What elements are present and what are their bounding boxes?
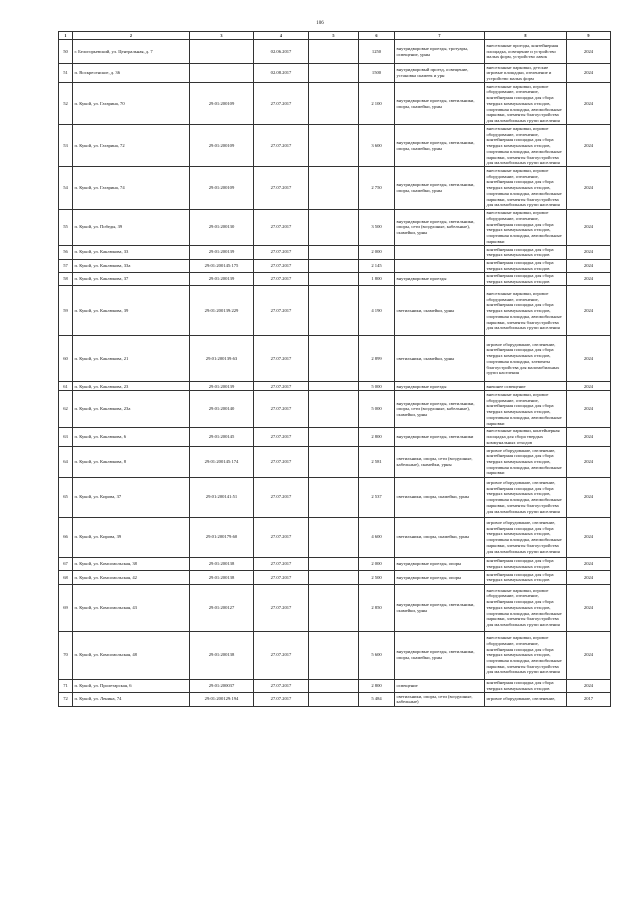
row-number: 63	[59, 427, 73, 446]
row-number: 52	[59, 83, 73, 125]
row-number: 70	[59, 631, 73, 679]
cadastral-number-cell: 29:01:200130	[190, 209, 254, 245]
year-cell: 2024	[567, 557, 611, 570]
cadastral-number-cell	[190, 64, 254, 83]
area-cell: 1 800	[359, 272, 395, 285]
table-row	[59, 427, 611, 446]
address-cell: г. Белогорьевский, ул. Центральная, д. 7	[73, 40, 190, 64]
table-row	[59, 584, 611, 631]
existing-elements-cell: внутридворовые проезды	[395, 272, 485, 285]
address-cell: п. Кукой, ул. Комсомольская, 43	[73, 584, 190, 631]
area-cell: 5 000	[359, 382, 395, 391]
empty-cell	[309, 584, 359, 631]
empty-cell	[309, 83, 359, 125]
row-number: 69	[59, 584, 73, 631]
area-cell: 1250	[359, 40, 395, 64]
empty-cell	[309, 209, 359, 245]
empty-cell	[309, 631, 359, 679]
year-cell: 2024	[567, 209, 611, 245]
year-cell: 2024	[567, 477, 611, 517]
date-cell: 27.07.2017	[254, 517, 309, 557]
empty-cell	[309, 286, 359, 336]
date-cell: 27.07.2017	[254, 83, 309, 125]
date-cell: 27.07.2017	[254, 125, 309, 167]
required-improvements-cell: контейнерная площадка для сбора твердых коммунальных отходов	[485, 557, 567, 570]
row-number: 56	[59, 246, 73, 259]
empty-cell	[309, 246, 359, 259]
year-cell: 2024	[567, 64, 611, 83]
address-cell: п. Кукой, ул. Комсомольская, 48	[73, 631, 190, 679]
empty-cell	[309, 693, 359, 706]
row-number: 68	[59, 571, 73, 584]
cadastral-number-cell: 29:01:200138	[190, 557, 254, 570]
required-improvements-cell: внесезонные парковки, игровое оборудование, озеленение, контейнерная площадка для сбора твердых коммунальных отходов, спортивная площадка, автомобильные парковки, элементы благоустройства для маломобильных групп населения	[485, 286, 567, 336]
column-header: 9	[567, 32, 611, 40]
date-cell: 27.07.2017	[254, 477, 309, 517]
date-cell: 27.07.2017	[254, 584, 309, 631]
cadastral-number-cell: 29:01:200037	[190, 679, 254, 692]
required-improvements-cell: игровое оборудование, озеленение, контейнерная площадка для сбора твердых коммунальных отходов, спортивная площадка, автомобильные парковки, элементы благоустройства для маломобильных групп населения	[485, 477, 567, 517]
existing-elements-cell: светильники, скамейки, урны	[395, 286, 485, 336]
row-number: 67	[59, 557, 73, 570]
area-cell: 2 000	[359, 246, 395, 259]
date-cell: 27.07.2017	[254, 391, 309, 427]
table-row	[59, 209, 611, 245]
row-number: 61	[59, 382, 73, 391]
empty-cell	[309, 125, 359, 167]
address-cell: п. Кукой, ул. Каклюкова, 33а	[73, 259, 190, 272]
address-cell: п. Кукой, ул. Гагарина, 72	[73, 125, 190, 167]
column-header: 3	[190, 32, 254, 40]
cadastral-number-cell: 29:01:200145	[190, 427, 254, 446]
empty-cell	[309, 167, 359, 209]
area-cell: 3 600	[359, 125, 395, 167]
required-improvements-cell: внесезонные парковки, игровое оборудование, озеленение, контейнерная площадка для сбора твердых коммунальных отходов, спортивная площадка, автомобильные парковки, элементы благоустройства для маломобильных групп населения	[485, 584, 567, 631]
existing-elements-cell: внутридворовые проезды, светильники, опоры, скамейки, урны	[395, 83, 485, 125]
area-cell: 2 500	[359, 571, 395, 584]
area-cell: 3 500	[359, 209, 395, 245]
area-cell: 4 600	[359, 517, 395, 557]
address-cell: п. Кукой, ул. Каклюкова, 8	[73, 447, 190, 478]
table-header-row	[59, 32, 611, 40]
area-cell: 5 000	[359, 391, 395, 427]
row-number: 62	[59, 391, 73, 427]
required-improvements-cell: внесезонные парковки, игровое оборудование, озеленение, контейнерная площадка для сбора твердых коммунальных отходов, спортивная площадка, автомобильные парковки, элементы благоустройства для маломобильных групп населения	[485, 125, 567, 167]
existing-elements-cell: светильники, опоры, скамейки, урны	[395, 517, 485, 557]
cadastral-number-cell: 29:01:200109	[190, 83, 254, 125]
table-row	[59, 286, 611, 336]
address-cell: п. Кукой, ул. Гагарина, 74	[73, 167, 190, 209]
existing-elements-cell: внутридворовые проезды, светильники, опоры, скамейки, урны	[395, 167, 485, 209]
date-cell: 27.07.2017	[254, 259, 309, 272]
column-header: 2	[73, 32, 190, 40]
cadastral-number-cell: 29:01:200109	[190, 125, 254, 167]
year-cell: 2024	[567, 125, 611, 167]
table-row	[59, 64, 611, 83]
cadastral-number-cell: 29:01:200138	[190, 571, 254, 584]
area-cell: 5 600	[359, 631, 395, 679]
year-cell: 2024	[567, 382, 611, 391]
address-cell: п. Кукой, ул. Комсомольская, 42	[73, 571, 190, 584]
required-improvements-cell: внесезонные парковки, игровое оборудование, озеленение, контейнерная площадка для сбора твердых коммунальных отходов, спортивная площадка, автомобильные парковки, элементы благоустройства для маломобильных групп населения	[485, 83, 567, 125]
area-cell: 1500	[359, 64, 395, 83]
table-row	[59, 259, 611, 272]
row-number: 65	[59, 477, 73, 517]
table-row	[59, 517, 611, 557]
required-improvements-cell: контейнерная площадка для сбора твердых коммунальных отходов	[485, 259, 567, 272]
existing-elements-cell: освещение	[395, 679, 485, 692]
area-cell: 2 145	[359, 259, 395, 272]
area-cell: 4 190	[359, 286, 395, 336]
row-number: 54	[59, 167, 73, 209]
cadastral-number-cell	[190, 40, 254, 64]
existing-elements-cell: внутридворовые проезды, опоры	[395, 557, 485, 570]
empty-cell	[309, 571, 359, 584]
table-row	[59, 125, 611, 167]
year-cell: 2024	[567, 167, 611, 209]
required-improvements-cell: внесезонные парковки, игровое оборудование, озеленение, контейнерная площадка для сбора твердых коммунальных отходов, спортивная площадка, автомобильные парковки, элементы благоустройства для маломобильных групп населения	[485, 631, 567, 679]
existing-elements-cell: внутридворовые проезды, тротуары, освещение, урны	[395, 40, 485, 64]
address-cell: п. Кукой, ул. Пролетарская, 6	[73, 679, 190, 692]
column-header: 5	[309, 32, 359, 40]
row-number: 72	[59, 693, 73, 706]
required-improvements-cell: контейнерная площадка для сбора твердых коммунальных отходов	[485, 246, 567, 259]
address-cell: п. Кукой, ул. Кирова, 37	[73, 477, 190, 517]
empty-cell	[309, 391, 359, 427]
empty-cell	[309, 477, 359, 517]
existing-elements-cell: светильники, опоры, скамейки, урны	[395, 477, 485, 517]
column-header: 1	[59, 32, 73, 40]
table-row	[59, 40, 611, 64]
required-improvements-cell: игровое оборудование, озеленение, контейнерная площадка для сбора твердых коммунальных отходов, спортивная площадка, автомобильные парковки, элементы благоустройства для маломобильных групп населения	[485, 517, 567, 557]
date-cell: 27.07.2017	[254, 557, 309, 570]
empty-cell	[309, 447, 359, 478]
area-cell: 5 484	[359, 693, 395, 706]
cadastral-number-cell: 29:01:200109	[190, 167, 254, 209]
required-improvements-cell: внесезонные парковки, контейнерная площадка для сбора твердых коммунальных отходов	[485, 427, 567, 446]
table-row	[59, 557, 611, 570]
empty-cell	[309, 64, 359, 83]
year-cell: 2024	[567, 427, 611, 446]
existing-elements-cell: внутридворовый проезд, освещение, установка скамеек и урн	[395, 64, 485, 83]
address-cell: п. Кукой, ул. Кирова, 39	[73, 517, 190, 557]
empty-cell	[309, 679, 359, 692]
date-cell: 27.07.2017	[254, 427, 309, 446]
required-improvements-cell: внесезонные проезды, контейнерная площадка, освещение и устройство малых форм, устройство лавок	[485, 40, 567, 64]
required-improvements-cell: контейнерная площадка для сбора твердых коммунальных отходов	[485, 679, 567, 692]
date-cell: 27.07.2017	[254, 336, 309, 382]
empty-cell	[309, 336, 359, 382]
table-row	[59, 447, 611, 478]
year-cell: 2024	[567, 391, 611, 427]
required-improvements-cell: игровое оборудование, озеленение, контейнерная площадка для сбора твердых коммунальных отходов, спортивная площадка, автомобильные парковки	[485, 447, 567, 478]
table-row	[59, 246, 611, 259]
year-cell: 2024	[567, 631, 611, 679]
required-improvements-cell: внесезонные парковки, детские игровые площадки, озеленение и устройство малых форм	[485, 64, 567, 83]
required-improvements-cell: внесезонные парковки, игровое оборудование, озеленение, контейнерная площадка для сбора твердых коммунальных отходов, спортивная площадка, автомобильные парковки, элементы благоустройства для маломобильных групп населения	[485, 167, 567, 209]
table-row	[59, 631, 611, 679]
existing-elements-cell: внутридворовые проезды, светильники	[395, 427, 485, 446]
date-cell: 27.07.2017	[254, 286, 309, 336]
table-row	[59, 391, 611, 427]
required-improvements-cell: внесезонные парковки, игровое оборудование, озеленение, контейнерная площадка для сбора твердых коммунальных отходов, спортивная площадка, автомобильные парковки	[485, 209, 567, 245]
cadastral-number-cell: 29:01:200127	[190, 584, 254, 631]
table-row	[59, 679, 611, 692]
row-number: 50	[59, 40, 73, 64]
address-cell: п. Кукой, ул. Каклюкова, 23	[73, 382, 190, 391]
table-row	[59, 167, 611, 209]
cadastral-number-cell: 29:01:200145:175	[190, 259, 254, 272]
cadastral-number-cell: 29:01:200139:229	[190, 286, 254, 336]
area-cell: 2 581	[359, 447, 395, 478]
year-cell: 2024	[567, 584, 611, 631]
date-cell: 27.07.2017	[254, 693, 309, 706]
row-number: 58	[59, 272, 73, 285]
cadastral-number-cell: 29:01:200140	[190, 391, 254, 427]
date-cell: 27.07.2017	[254, 272, 309, 285]
area-cell: 2 800	[359, 427, 395, 446]
year-cell: 2024	[567, 679, 611, 692]
column-header: 6	[359, 32, 395, 40]
date-cell: 27.07.2017	[254, 631, 309, 679]
row-number: 59	[59, 286, 73, 336]
address-cell: п. Кукой, ул. Комсомольская, 38	[73, 557, 190, 570]
existing-elements-cell: внутридворовые проезды, светильники, опоры, скамейки, урны	[395, 631, 485, 679]
date-cell: 02.08.2017	[254, 64, 309, 83]
row-number: 71	[59, 679, 73, 692]
date-cell: 02.06.2017	[254, 40, 309, 64]
year-cell: 2024	[567, 517, 611, 557]
cadastral-number-cell: 29:01:200138	[190, 631, 254, 679]
date-cell: 27.07.2017	[254, 209, 309, 245]
address-cell: п. Кукой, ул. Каклюкова, 23а	[73, 391, 190, 427]
address-cell: п. Кукой, ул. Каклюкова, 39	[73, 286, 190, 336]
year-cell: 2017	[567, 693, 611, 706]
existing-elements-cell: светильники, скамейки, урны	[395, 336, 485, 382]
row-number: 53	[59, 125, 73, 167]
year-cell: 2024	[567, 447, 611, 478]
required-improvements-cell: внешнее освещение	[485, 382, 567, 391]
year-cell: 2024	[567, 571, 611, 584]
table-row	[59, 382, 611, 391]
required-improvements-cell: контейнерная площадка для сбора твердых коммунальных отходов	[485, 571, 567, 584]
area-cell: 2 899	[359, 336, 395, 382]
area-cell: 2 850	[359, 584, 395, 631]
address-cell: п. Воскресенское, д. 36	[73, 64, 190, 83]
required-improvements-cell: контейнерная площадка для сбора твердых коммунальных отходов	[485, 272, 567, 285]
area-cell: 2 537	[359, 477, 395, 517]
table-row	[59, 693, 611, 706]
date-cell: 27.07.2017	[254, 571, 309, 584]
page-number: 106	[316, 21, 324, 26]
required-improvements-cell: игровое оборудование, озеленение,	[485, 693, 567, 706]
year-cell: 2024	[567, 336, 611, 382]
existing-elements-cell	[395, 246, 485, 259]
area-cell: 2 000	[359, 557, 395, 570]
existing-elements-cell: внутридворовые проезды, опоры	[395, 571, 485, 584]
existing-elements-cell: внутридворовые проезды	[395, 382, 485, 391]
table-row	[59, 477, 611, 517]
cadastral-number-cell: 29:01:200139	[190, 272, 254, 285]
empty-cell	[309, 517, 359, 557]
row-number: 51	[59, 64, 73, 83]
address-cell: п. Кукой, ул. Ленина, 74	[73, 693, 190, 706]
existing-elements-cell	[395, 259, 485, 272]
empty-cell	[309, 557, 359, 570]
area-cell: 2 100	[359, 83, 395, 125]
cadastral-number-cell: 29:01:200129:194	[190, 693, 254, 706]
row-number: 60	[59, 336, 73, 382]
improvement-register-table	[58, 31, 611, 707]
year-cell: 2024	[567, 259, 611, 272]
empty-cell	[309, 272, 359, 285]
table-row	[59, 571, 611, 584]
column-header: 8	[485, 32, 567, 40]
required-improvements-cell: игровое оборудование, озеленение, контейнерная площадка для сбора твердых коммунальных отходов, спортивная площадка, элементы благоустройства для маломобильных групп населения	[485, 336, 567, 382]
date-cell: 27.07.2017	[254, 382, 309, 391]
table-row	[59, 83, 611, 125]
address-cell: п. Кукой, ул. Каклюкова, 21	[73, 336, 190, 382]
address-cell: п. Кукой, ул. Гагарина, 70	[73, 83, 190, 125]
empty-cell	[309, 427, 359, 446]
required-improvements-cell: внесезонные парковки, игровое оборудование, озеленение, контейнерная площадка для сбора твердых коммунальных отходов, спортивная площадка, автомобильные парковки	[485, 391, 567, 427]
cadastral-number-cell: 29:01:200145:174	[190, 447, 254, 478]
area-cell: 2 750	[359, 167, 395, 209]
date-cell: 27.07.2017	[254, 246, 309, 259]
year-cell: 2024	[567, 40, 611, 64]
address-cell: п. Кукой, ул. Победы, 39	[73, 209, 190, 245]
empty-cell	[309, 382, 359, 391]
existing-elements-cell: внутридворовые проезды, светильники, скамейки, урны	[395, 584, 485, 631]
row-number: 66	[59, 517, 73, 557]
empty-cell	[309, 259, 359, 272]
cadastral-number-cell: 29:01:200139	[190, 246, 254, 259]
existing-elements-cell: внутридворовые проезды, светильники, опоры, скамейки, урны	[395, 125, 485, 167]
date-cell: 27.07.2017	[254, 679, 309, 692]
address-cell: п. Кукой, ул. Каклюкова, 37	[73, 272, 190, 285]
area-cell: 2 800	[359, 679, 395, 692]
column-header: 7	[395, 32, 485, 40]
year-cell: 2024	[567, 286, 611, 336]
column-header: 4	[254, 32, 309, 40]
address-cell: п. Кукой, ул. Каклюкова, 33	[73, 246, 190, 259]
existing-elements-cell: внутридворовые проезды, светильники, опоры, сети (воздушные, кабельные), скамейки, урны	[395, 391, 485, 427]
year-cell: 2024	[567, 246, 611, 259]
address-cell: п. Кукой, ул. Каклюкова, 6	[73, 427, 190, 446]
cadastral-number-cell: 29:01:200179:60	[190, 517, 254, 557]
year-cell: 2024	[567, 83, 611, 125]
existing-elements-cell: светильники, опоры, сети (воздушные, кабельные)	[395, 693, 485, 706]
cadastral-number-cell: 29:01:200139:63	[190, 336, 254, 382]
existing-elements-cell: внутридворовые проезды, светильники, опоры, сети (воздушные, кабельные), скамейки, урны	[395, 209, 485, 245]
date-cell: 27.07.2017	[254, 447, 309, 478]
row-number: 57	[59, 259, 73, 272]
year-cell: 2024	[567, 272, 611, 285]
row-number: 64	[59, 447, 73, 478]
row-number: 55	[59, 209, 73, 245]
table-row	[59, 272, 611, 285]
cadastral-number-cell: 29:01:200139	[190, 382, 254, 391]
date-cell: 27.07.2017	[254, 167, 309, 209]
empty-cell	[309, 40, 359, 64]
table-row	[59, 336, 611, 382]
cadastral-number-cell: 29:01:200141:51	[190, 477, 254, 517]
existing-elements-cell: светильники, опоры, сети (воздушные, кабельные), скамейки, урны	[395, 447, 485, 478]
